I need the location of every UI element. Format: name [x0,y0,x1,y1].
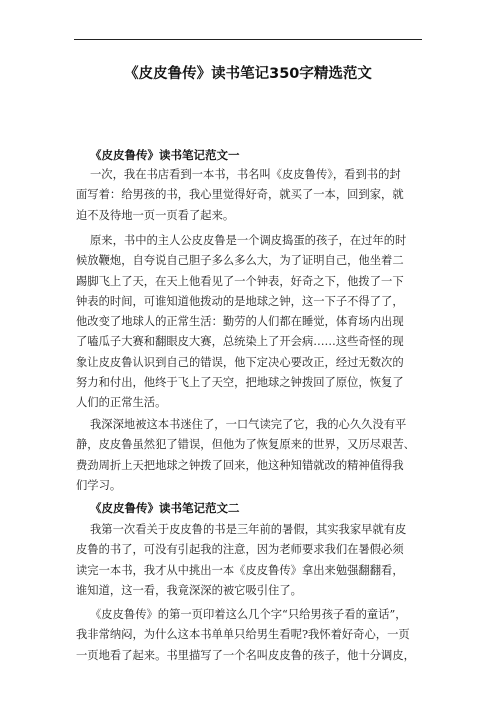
text-line: 候放鞭炮，自夸说自己胆子多么多么大，为了证明自己，他坐着二 [76,254,404,268]
text-line: 我深深地被这本书迷住了，一口气读完了它，我的心久久没有平 [90,418,407,431]
text-line: 人们的正常生活。 [76,396,167,410]
text-line: 谁知道，这一看，我竟深深的被它吸引住了。 [76,583,302,597]
text-line: 我非常纳闷，为什么这本书单单只给男生看呢?我怀着好奇心，一页 [76,628,410,642]
text-line: 他改变了地球人的正常生活：勤劳的人们都在睡觉，体育场内出现 [76,315,404,329]
text-line: 象让皮皮鲁认识到自己的错误，他下定决心要改正，经过无数次的 [76,355,404,369]
text-line: 迫不及待地一页一页看了起来。 [76,208,235,222]
text-line: 一次，我在书店看到一本书，书名叫《皮皮鲁传》，看到书的封 [90,168,401,181]
text-line: 努力和付出，他终于飞上了天空，把地球之钟拨回了原位，恢复了 [76,376,404,390]
text-line: 我第一次看关于皮皮鲁的书是三年前的暑假，其实我家早就有皮 [90,523,407,536]
text-line: 面写着：给男孩的书，我心里觉得好奇，就买了一本，回到家，就 [76,188,404,202]
paragraph [76,231,436,414]
text-line: 皮鲁的书了，可没有引起我的注意，因为老师要求我们在暑假必须 [76,543,404,557]
text-line: 了嗑瓜子大赛和翻眼皮大赛，总统染上了开会病……这些奇怪的现 [76,335,404,349]
text-line: 踢脚飞上了天，在天上他看见了一个钟表，好奇之下，他拨了一下 [76,274,404,288]
section-heading-1: 《皮皮鲁传》读书笔记范文一 [90,148,240,162]
text-line: 《皮皮鲁传》的第一页印着这么几个字“只给男孩子看的童话”， [90,608,407,621]
text-line: 读完一本书，我才从中挑出一本《皮皮鲁传》拿出来勉强翻翻看， [76,563,404,577]
text-line: 一页地看了起来。书里描写了一个名叫皮皮鲁的孩子，他十分调皮， [76,648,415,662]
text-line: 钟表的时间，可谁知道他拨动的是地球之钟，这一下子不得了了， [76,294,404,308]
text-line: 原来，书中的主人公皮皮鲁是一个调皮捣蛋的孩子，在过年的时 [90,234,407,247]
text-line: 静，皮皮鲁虽然犯了错误，但他为了恢复原来的世界，又历尽艰苦、 [76,438,415,452]
header-rule [74,39,422,40]
paragraph [76,165,436,226]
paragraph [76,520,436,601]
text-line: 们学习。 [76,478,122,492]
paragraph [76,605,436,666]
paragraph [76,415,436,496]
document-title: 《皮皮鲁传》读书笔记350字精选范文 [124,66,372,82]
text-line: 费劲周折上天把地球之钟拨了回来，他这种知错就改的精神值得我 [76,458,404,472]
section-heading-2: 《皮皮鲁传》读书笔记范文二 [90,501,240,515]
